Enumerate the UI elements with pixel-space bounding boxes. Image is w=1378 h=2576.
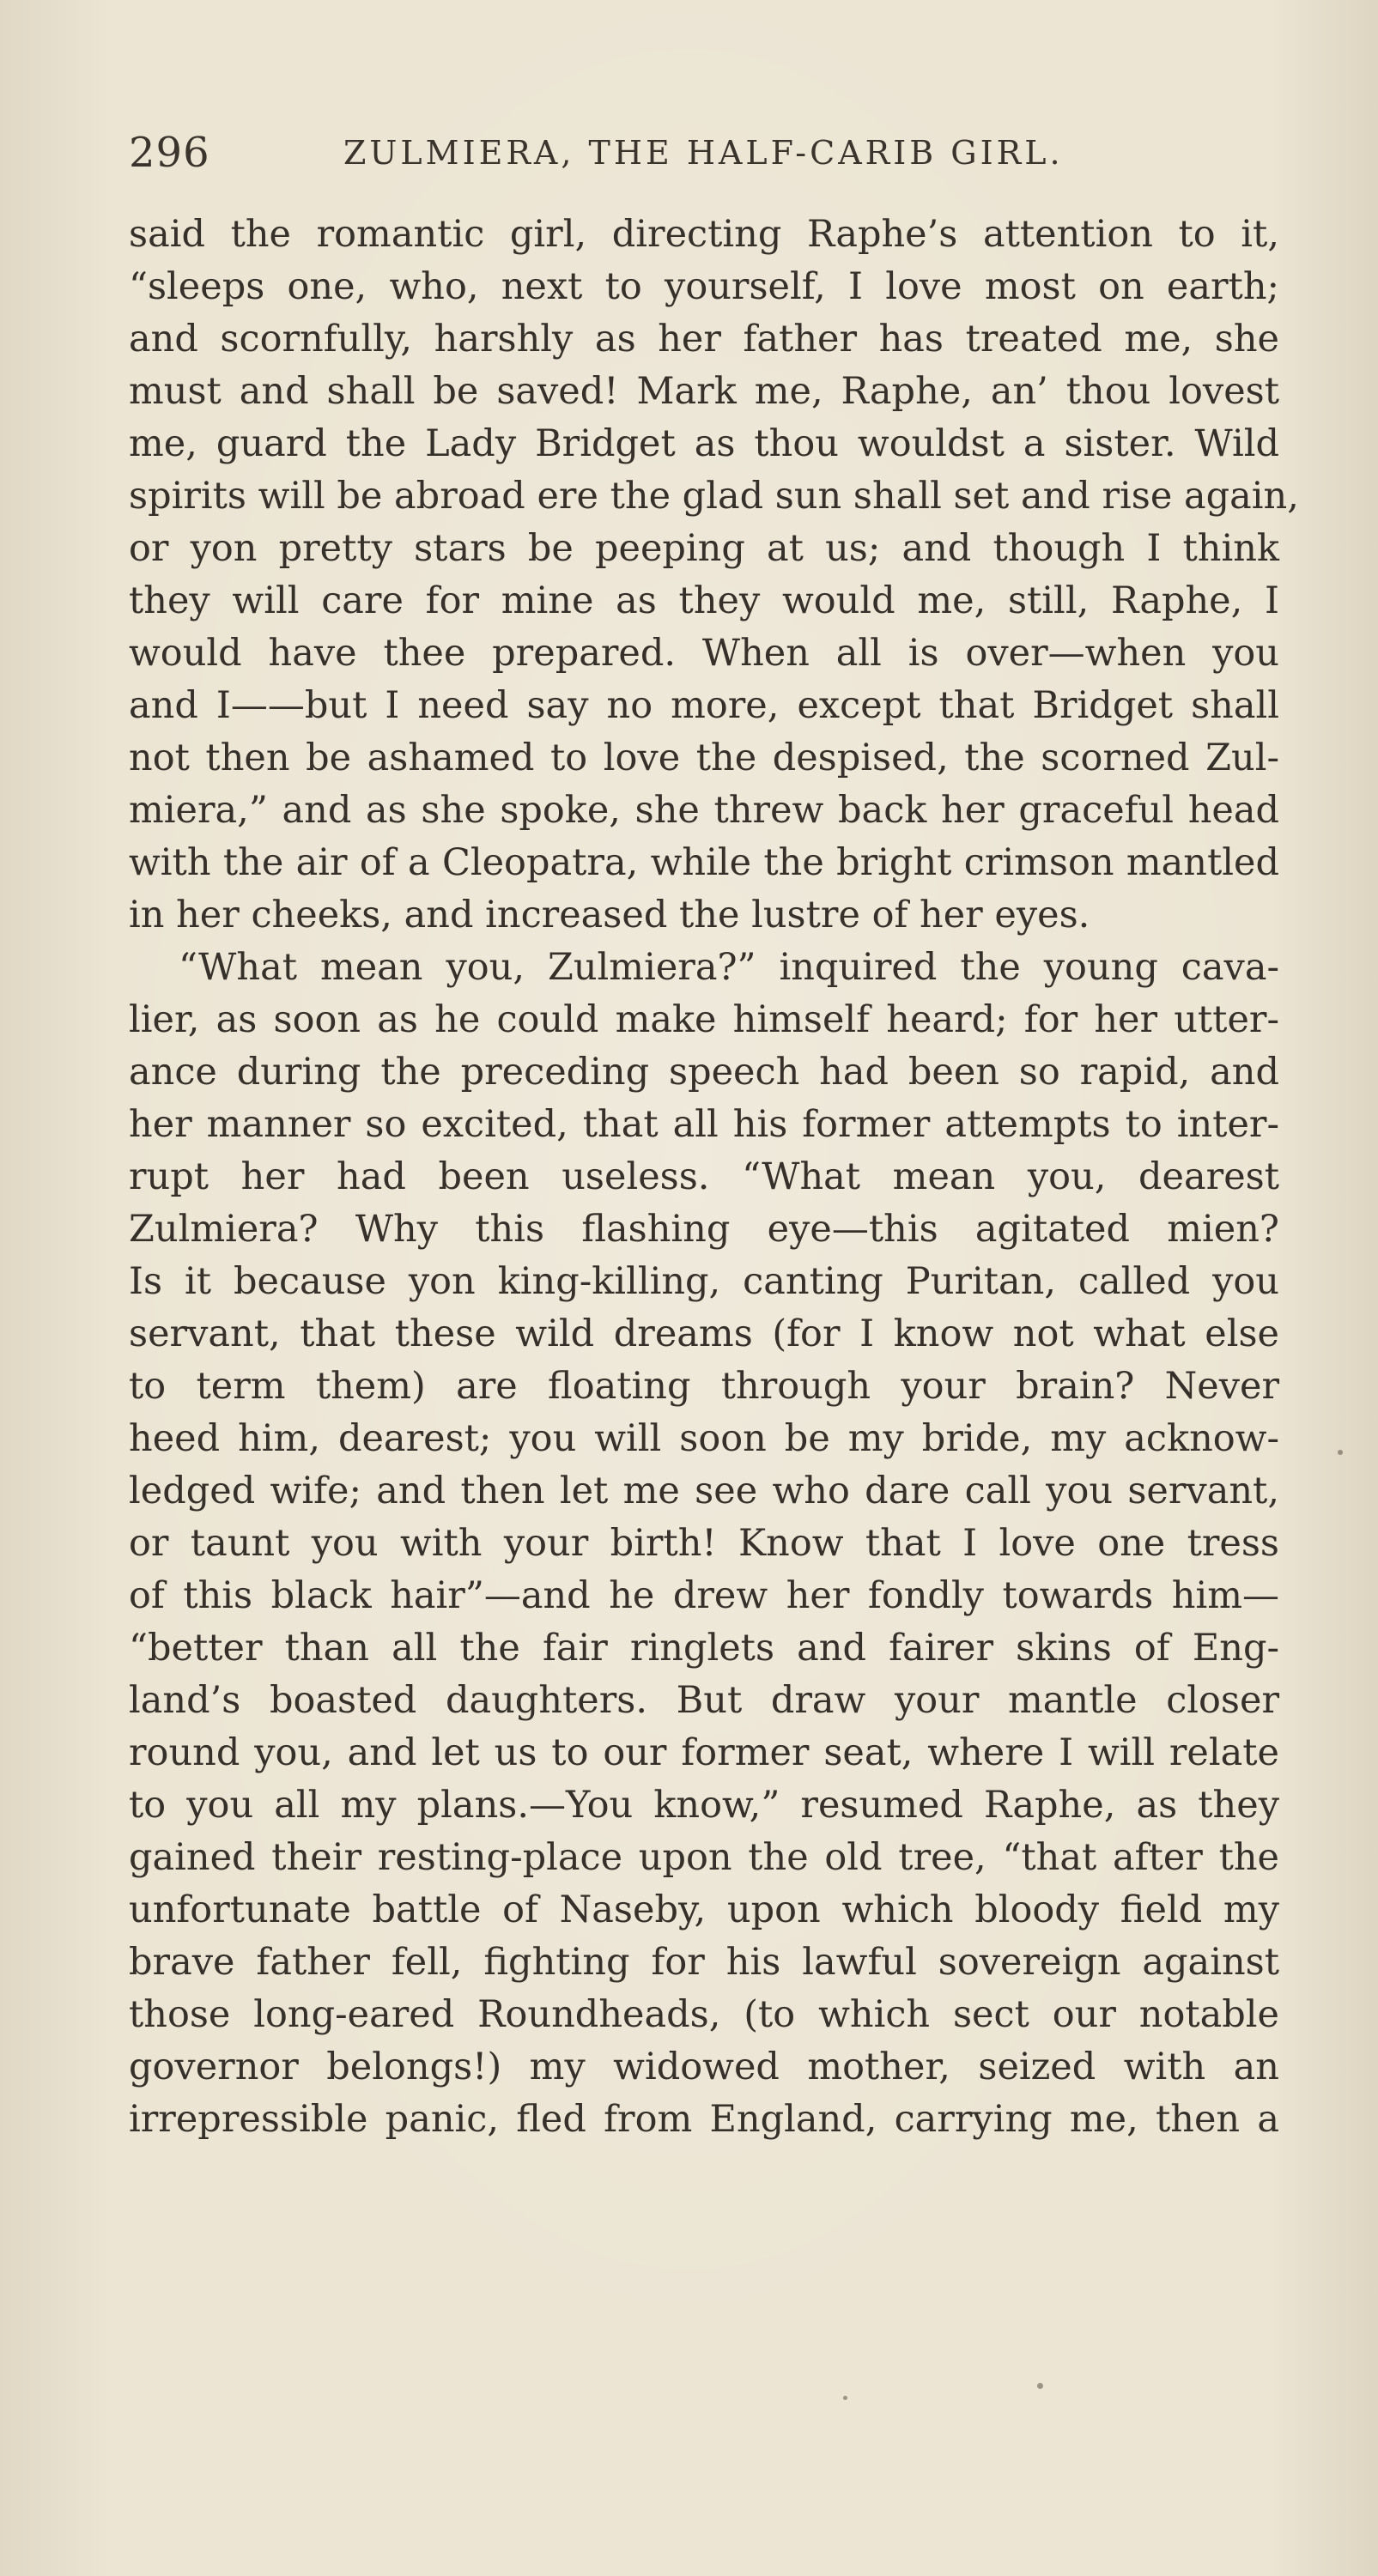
text-line: or taunt you with your birth! Know that I love one tress [129,1522,1279,1565]
text-line: said the romantic girl, directing Raphe’s attention to it, [129,213,1279,256]
text-line: lier, as soon as he could make himself heard; for her utter- [129,998,1279,1041]
text-line: servant, that these wild dreams (for I know not what else [129,1312,1279,1355]
text-line: Is it because yon king-killing, canting Puritan, called you [129,1260,1279,1303]
text-line: they will care for mine as they would me, still, Raphe, I [129,579,1279,622]
text-line: land’s boasted daughters. But draw your mantle closer [129,1679,1279,1722]
text-line: or yon pretty stars be peeping at us; and though I think [129,527,1279,570]
text-line: her manner so excited, that all his former attempts to inter- [129,1103,1279,1146]
text-line: brave father fell, fighting for his lawful sovereign against [129,1941,1279,1984]
text-line: “better than all the fair ringlets and fairer skins of Eng- [129,1627,1279,1670]
text-line: of this black hair”—and he drew her fondly towards him— [129,1574,1279,1617]
text-line: “What mean you, Zulmiera?” inquired the young cava- [179,946,1279,989]
page-header [129,129,1279,180]
paper-speck [843,2396,847,2400]
text-line: ledged wife; and then let me see who dare call you servant, [129,1470,1279,1512]
text-line: in her cheeks, and increased the lustre of her eyes. [129,894,1090,936]
text-line: miera,” and as she spoke, she threw back her graceful head [129,789,1279,832]
text-line: would have thee prepared. When all is over—when you [129,632,1279,675]
text-line: and scornfully, harshly as her father has treated me, she [129,318,1279,361]
text-line: unfortunate battle of Naseby, upon which bloody field my [129,1888,1279,1931]
text-line: must and shall be saved! Mark me, Raphe, an’ thou lovest [129,370,1279,413]
text-line: to you all my plans.—You know,” resumed Raphe, as they [129,1784,1279,1827]
text-line: governor belongs!) my widowed mother, seized with an [129,2046,1279,2088]
text-line: and I——but I need say no more, except that Bridget shall [129,684,1279,727]
text-line: gained their resting-place upon the old tree, “that after the [129,1836,1279,1879]
page-number: 296 [129,129,210,177]
text-line: irrepressible panic, fled from England, carrying me, then a [129,2098,1279,2141]
running-head: ZULMIERA, THE HALF-CARIB GIRL. [343,134,1064,172]
text-line: round you, and let us to our former seat, where I will relate [129,1731,1279,1774]
text-line: those long-eared Roundheads, (to which sect our notable [129,1993,1279,2036]
paper-speck [1037,2383,1043,2389]
body-text [129,209,1299,2146]
text-line: ance during the preceding speech had been so rapid, and [129,1051,1279,1094]
text-line: to term them) are floating through your brain? Never [129,1365,1279,1408]
text-line: rupt her had been useless. “What mean you, dearest [129,1155,1279,1198]
text-line: spirits will be abroad ere the glad sun shall set and rise again, [129,475,1299,518]
text-line: with the air of a Cleopatra, while the bright crimson mantled [129,841,1279,884]
text-line: heed him, dearest; you will soon be my bride, my acknow- [129,1417,1279,1460]
paper-speck [1338,1450,1343,1455]
text-line: not then be ashamed to love the despised, the scorned Zul- [129,736,1279,779]
text-line: “sleeps one, who, next to yourself, I love most on earth; [129,265,1279,308]
text-line: me, guard the Lady Bridget as thou wouldst a sister. Wild [129,422,1279,465]
text-line: Zulmiera? Why this flashing eye—this agitated mien? [129,1208,1279,1251]
